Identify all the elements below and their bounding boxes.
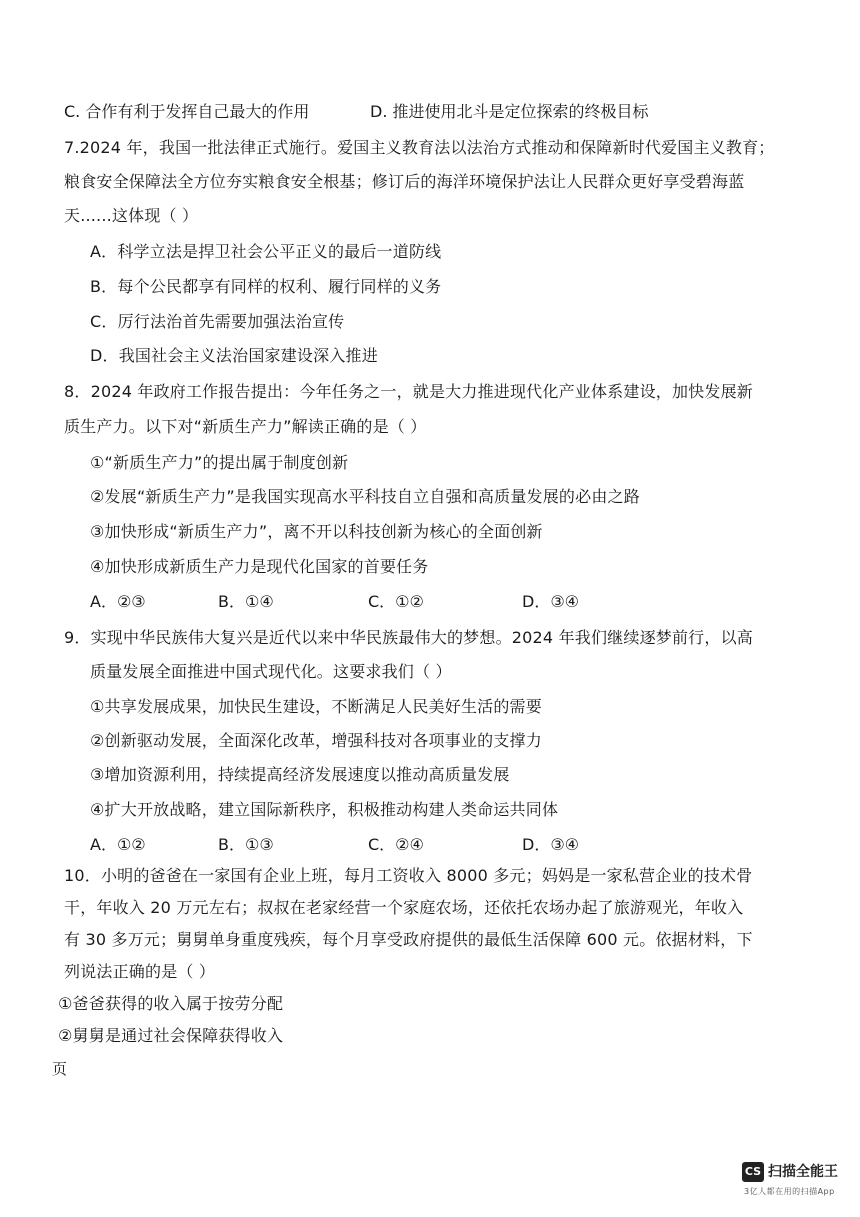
q8-option-b: B．①④ [218, 592, 274, 611]
q8-item-1: ①“新质生产力”的提出属于制度创新 [90, 453, 349, 472]
q9-item-4: ④扩大开放战略，建立国际新秩序，积极推动构建人类命运共同体 [90, 800, 559, 819]
q8-stem-line-1: 8．2024 年政府工作报告提出：今年任务之一，就是大力推进现代化产业体系建设，加快发展新 [64, 382, 753, 401]
q9-option-c: C．②④ [368, 835, 424, 854]
page-footer-label: 页 [52, 1060, 68, 1078]
q8-item-4: ④加快形成新质生产力是现代化国家的首要任务 [90, 557, 429, 576]
q10-stem-line-4: 列说法正确的是（ ） [64, 962, 216, 981]
q9-option-d: D．③④ [522, 835, 580, 854]
camscanner-logo-icon: CS [742, 1162, 764, 1182]
q7-option-d: D．我国社会主义法治国家建设深入推进 [90, 346, 378, 365]
q6-option-c: C. 合作有利于发挥自己最大的作用 [64, 102, 310, 121]
q9-option-a: A．①② [90, 835, 146, 854]
q9-stem-line-2: 质量发展全面推进中国式现代化。这要求我们（ ） [90, 662, 452, 681]
q7-stem-line-2: 粮食安全保障法全方位夯实粮食安全根基；修订后的海洋环境保护法让人民群众更好享受碧海蓝 [64, 172, 745, 191]
watermark-subtitle: 3亿人都在用的扫描App [744, 1187, 835, 1196]
q10-stem-line-3: 有 30 多万元；舅舅单身重度残疾，每个月享受政府提供的最低生活保障 600 元。依据材料，下 [64, 930, 753, 949]
q10-item-1: ①爸爸获得的收入属于按劳分配 [58, 994, 284, 1013]
q8-option-d: D．③④ [522, 592, 580, 611]
q10-item-2: ②舅舅是通过社会保障获得收入 [58, 1026, 284, 1045]
q8-item-2: ②发展“新质生产力”是我国实现高水平科技自立自强和高质量发展的必由之路 [90, 487, 640, 506]
q6-option-d: D. 推进使用北斗是定位探索的终极目标 [370, 102, 649, 121]
q7-stem-line-1: 7.2024 年，我国一批法律正式施行。爱国主义教育法以法治方式推动和保障新时代爱国主义教育； [64, 138, 775, 157]
q7-option-a: A．科学立法是捍卫社会公平正义的最后一道防线 [90, 242, 442, 261]
q10-stem-line-2: 干，年收入 20 万元左右；叔叔在老家经营一个家庭农场，还依托农场办起了旅游观光，年收入 [64, 898, 744, 917]
q7-option-b: B．每个公民都享有同样的权利、履行同样的义务 [90, 277, 442, 296]
q7-option-c: C．厉行法治首先需要加强法治宣传 [90, 312, 345, 331]
q8-option-a: A．②③ [90, 592, 146, 611]
q8-item-3: ③加快形成“新质生产力”，离不开以科技创新为核心的全面创新 [90, 522, 543, 541]
q9-item-1: ①共享发展成果，加快民生建设，不断满足人民美好生活的需要 [90, 697, 542, 716]
q10-stem-line-1: 10．小明的爸爸在一家国有企业上班，每月工资收入 8000 多元；妈妈是一家私营企业的技术骨 [64, 866, 753, 885]
q9-option-b: B．①③ [218, 835, 274, 854]
scanner-watermark [742, 1162, 852, 1202]
q9-item-3: ③增加资源利用，持续提高经济发展速度以推动高质量发展 [90, 765, 510, 784]
q7-stem-line-3: 天......这体现（ ） [64, 206, 199, 225]
q9-stem-line-1: 9．实现中华民族伟大复兴是近代以来中华民族最伟大的梦想。2024 年我们继续逐梦前行，以高 [64, 628, 753, 647]
q9-item-2: ②创新驱动发展，全面深化改革，增强科技对各项事业的支撑力 [90, 731, 542, 750]
watermark-title: 扫描全能王 [768, 1164, 838, 1180]
q8-stem-line-2: 质生产力。以下对“新质生产力”解读正确的是（ ） [64, 417, 427, 436]
q8-option-c: C．①② [368, 592, 424, 611]
